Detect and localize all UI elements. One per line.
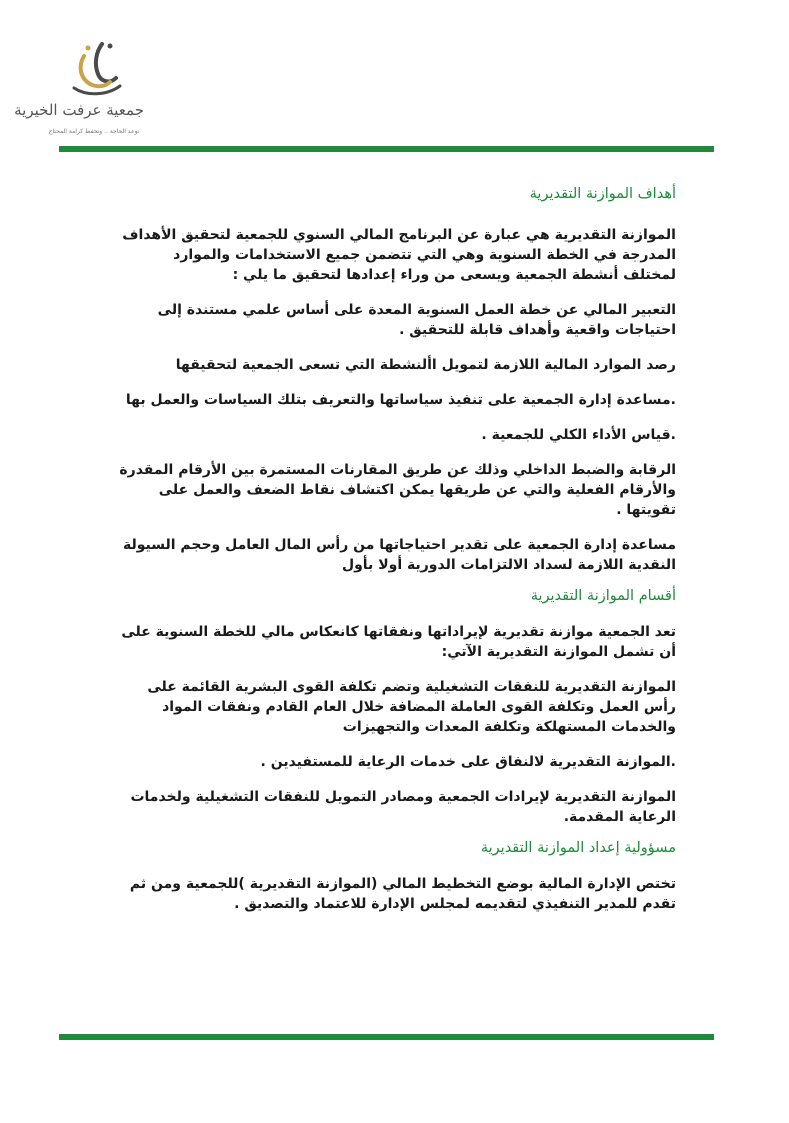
paragraph: الرقابة والضبط الداخلي وذلك عن طريق المقارنات المستمرة بين الأرقام المقدرة والأرقام الفعلية والتي عن طريقها يمكن اكتشاف نقاط الضعف والعمل على تقويتها .: [119, 462, 676, 518]
logo-name: جمعية عرفت الخيرية: [14, 101, 144, 119]
section-title-goals: أهداف الموازنة التقديرية: [529, 186, 676, 202]
footer-divider: [59, 1034, 714, 1040]
paragraph: .قياس الأداء الكلي للجمعية .: [481, 427, 676, 443]
paragraph: تعد الجمعية موازنة تقديرية لإيراداتها ونفقاتها كانعكاس مالي للخطة السنوية على أن تشمل الموازنة التقديرية الآتي:: [121, 624, 676, 660]
paragraph: تختص الإدارة المالية بوضع التخطيط المالي (الموازنة التقديرية )للجمعية ومن ثم تقدم للمدير التنفيذي لتقديمه لمجلس الإدارة للاعتماد والتصديق .: [129, 876, 676, 912]
section-title-responsibility: مسؤولية إعداد الموازنة التقديرية: [480, 840, 676, 856]
header-divider: [59, 146, 714, 152]
association-logo: [14, 38, 144, 144]
paragraph: .مساعدة إدارة الجمعية على تنفيذ سياساتها والتعريف بتلك السياسات والعمل بها: [125, 392, 676, 408]
paragraph: الموازنة التقديرية لإيرادات الجمعية ومصادر التمويل للنفقات التشغيلية ولخدمات الرعاية المقدمة.: [130, 789, 676, 825]
paragraph: الموازنة التقديرية للنفقات التشغيلية وتضم تكلفة القوى البشرية القائمة على رأس العمل وتكلفة القوى العاملة المضافة خلال العام القادم ونفقات المواد والخدمات المستهلكة وتكلفة المعدات والتجهيزات: [147, 679, 676, 735]
section-title-divisions: أقسام الموازنة التقديرية: [530, 588, 676, 604]
paragraph: .الموازنة التقديرية لالنفاق على خدمات الرعاية للمستفيدين .: [260, 754, 676, 770]
paragraph: مساعدة إدارة الجمعية على تقدير احتياجاتها من رأس المال العامل وحجم السيولة النقدية اللازمة لسداد الالتزامات الدورية أولا بأول: [122, 537, 676, 573]
calligraphy-logo-icon: [44, 38, 144, 100]
logo-tagline: نوعد الحاجة .. ونحفظ كرامة المحتاج: [48, 128, 140, 135]
paragraph: الموازنة التقديرية هي عبارة عن البرنامج المالي السنوي للجمعية لتحقيق الأهداف المدرجة في الخطة السنوية وهي التي تتضمن جميع الاستخدامات والموارد لمختلف أنشطة الجمعية ويسعى من وراء إعدادها لتحقيق ما يلي :: [122, 227, 676, 283]
paragraph: رصد الموارد المالية اللازمة لتمويل األنشطة التي تسعى الجمعية لتحقيقها: [175, 357, 676, 373]
paragraph: التعبير المالي عن خطة العمل السنوية المعدة على أساس علمي مستندة إلى احتياجات واقعية وأهداف قابلة للتحقيق .: [157, 302, 676, 338]
document-body: [116, 183, 676, 929]
